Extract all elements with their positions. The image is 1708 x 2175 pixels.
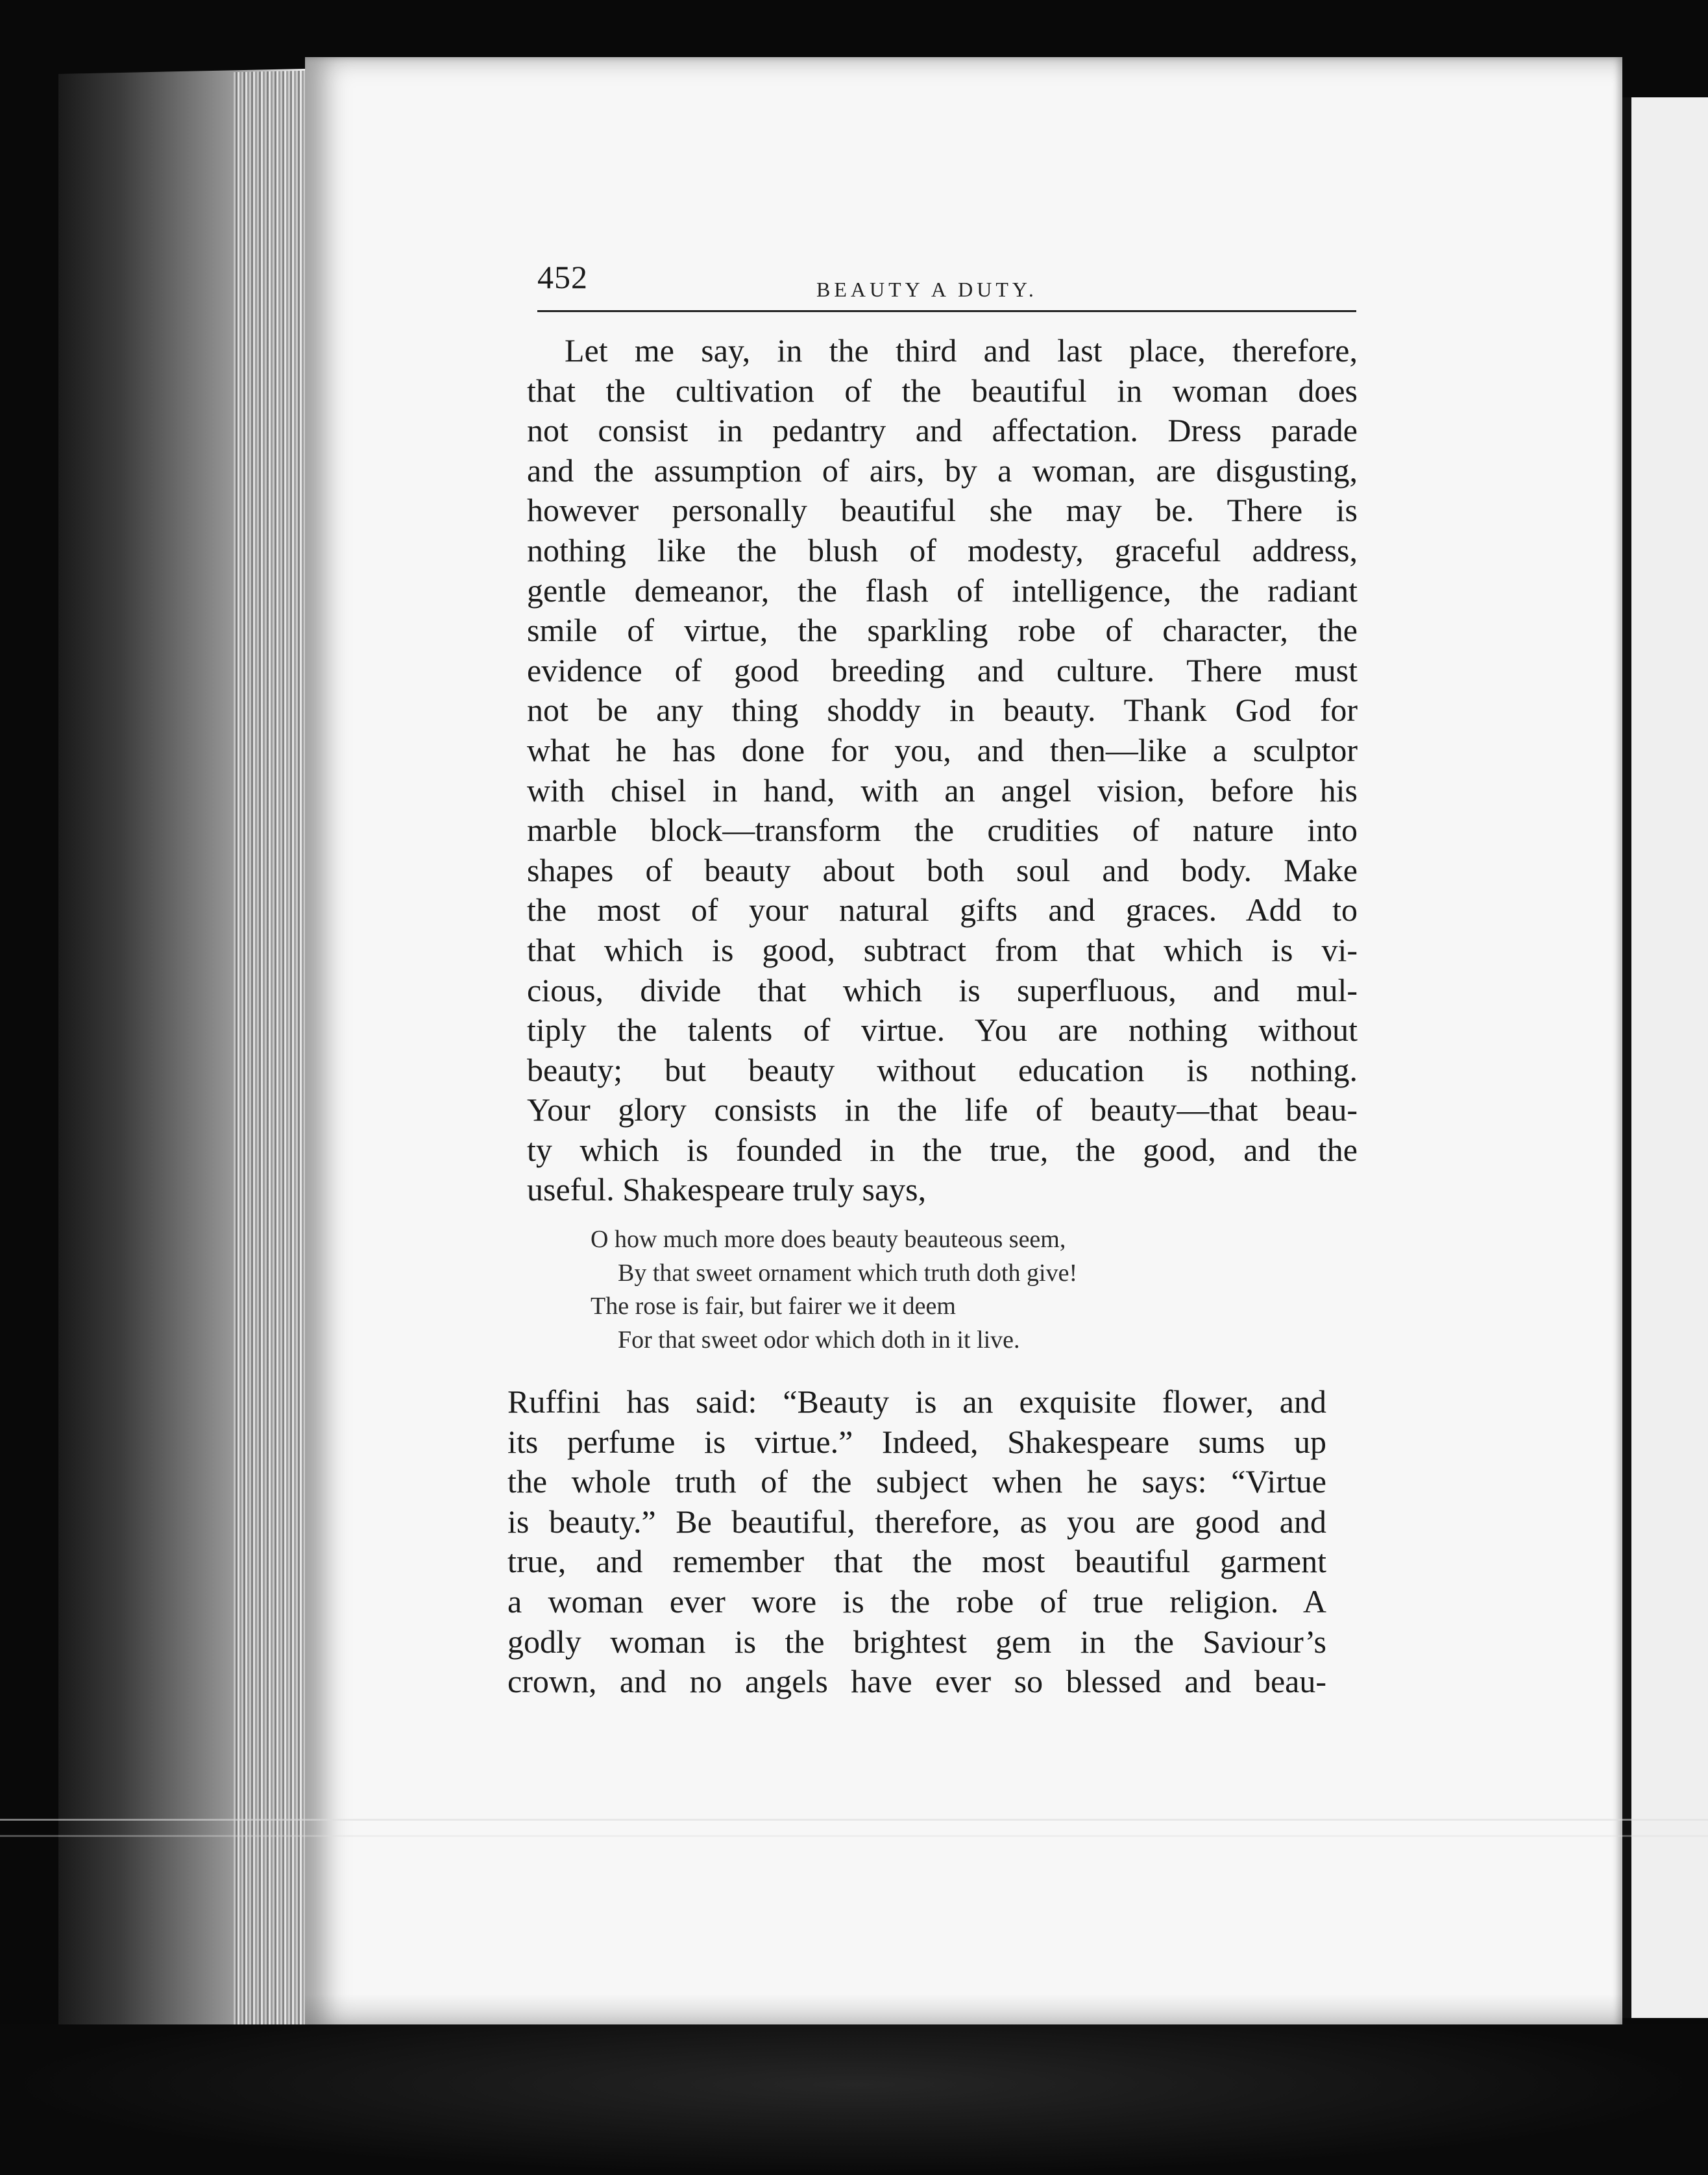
scan-artifact-line: [0, 1819, 1708, 1821]
text-line: evidence of good breeding and culture. There must: [527, 651, 1358, 688]
page-header: [537, 258, 1356, 312]
text-line: the whole truth of the subject when he says: “Virtue: [507, 1463, 1326, 1500]
text-line: Your glory consists in the life of beauty—that beau-: [527, 1091, 1358, 1128]
poem-line: By that sweet ornament which truth doth give!: [618, 1259, 1078, 1287]
paragraph-two: [507, 1382, 1326, 1702]
text-line: crown, and no angels have ever so blessed and beau-: [507, 1663, 1326, 1700]
text-line: smile of virtue, the sparkling robe of character, the: [527, 612, 1358, 649]
adjacent-page: [1622, 97, 1708, 2018]
text-line: marble block—transform the crudities of nature into: [527, 812, 1358, 849]
text-line: tiply the talents of virtue. You are nothing without: [527, 1012, 1358, 1049]
text-line: gentle demeanor, the flash of intelligence, the radiant: [527, 572, 1358, 609]
text-line: and the assumption of airs, by a woman, are disgusting,: [527, 452, 1358, 489]
text-line: Let me say, in the third and last place, therefore,: [565, 332, 1358, 369]
text-line: however personally beautiful she may be. There is: [527, 492, 1358, 529]
scan-artifact-line: [0, 1835, 1708, 1837]
text-line: is beauty.” Be beautiful, therefore, as you are good and: [507, 1503, 1326, 1540]
text-line: its perfume is virtue.” Indeed, Shakespeare sums up: [507, 1423, 1326, 1460]
text-line: with chisel in hand, with an angel vision, before his: [527, 772, 1358, 808]
text-line: a woman ever wore is the robe of true religion. A: [507, 1583, 1326, 1620]
running-head: BEAUTY A DUTY.: [816, 278, 1038, 301]
poem-quote: [591, 1223, 1246, 1357]
poem-line: For that sweet odor which doth in it live.: [618, 1326, 1020, 1354]
text-line: not consist in pedantry and affectation. Dress parade: [527, 412, 1358, 449]
text-line: what he has done for you, and then—like a sculptor: [527, 731, 1358, 768]
text-line: useful. Shakespeare truly says,: [527, 1171, 927, 1208]
text-line: shapes of beauty about both soul and body. Make: [527, 851, 1358, 888]
text-line: ty which is founded in the true, the good, and the: [527, 1131, 1358, 1168]
text-line: godly woman is the brightest gem in the Saviour’s: [507, 1623, 1326, 1660]
text-line: that the cultivation of the beautiful in woman does: [527, 372, 1358, 409]
scanner-bottom-band: [0, 2024, 1708, 2175]
text-line: Ruffini has said: “Beauty is an exquisite flower, and: [507, 1383, 1326, 1420]
text-line: beauty; but beauty without education is nothing.: [527, 1051, 1358, 1088]
text-line: nothing like the blush of modesty, graceful address,: [527, 531, 1358, 568]
text-line: cious, divide that which is superfluous, and mul-: [527, 971, 1358, 1008]
page-number: 452: [537, 259, 588, 295]
text-line: that which is good, subtract from that which is vi-: [527, 931, 1358, 968]
text-line: not be any thing shoddy in beauty. Thank God for: [527, 692, 1358, 729]
text-line: the most of your natural gifts and graces. Add to: [527, 892, 1358, 929]
poem-line: O how much more does beauty beauteous seem,: [591, 1226, 1066, 1253]
text-line: true, and remember that the most beautiful garment: [507, 1543, 1326, 1580]
poem-line: The rose is fair, but fairer we it deem: [591, 1293, 956, 1320]
paragraph-one: [527, 331, 1358, 1210]
page-edges: [234, 71, 305, 2051]
